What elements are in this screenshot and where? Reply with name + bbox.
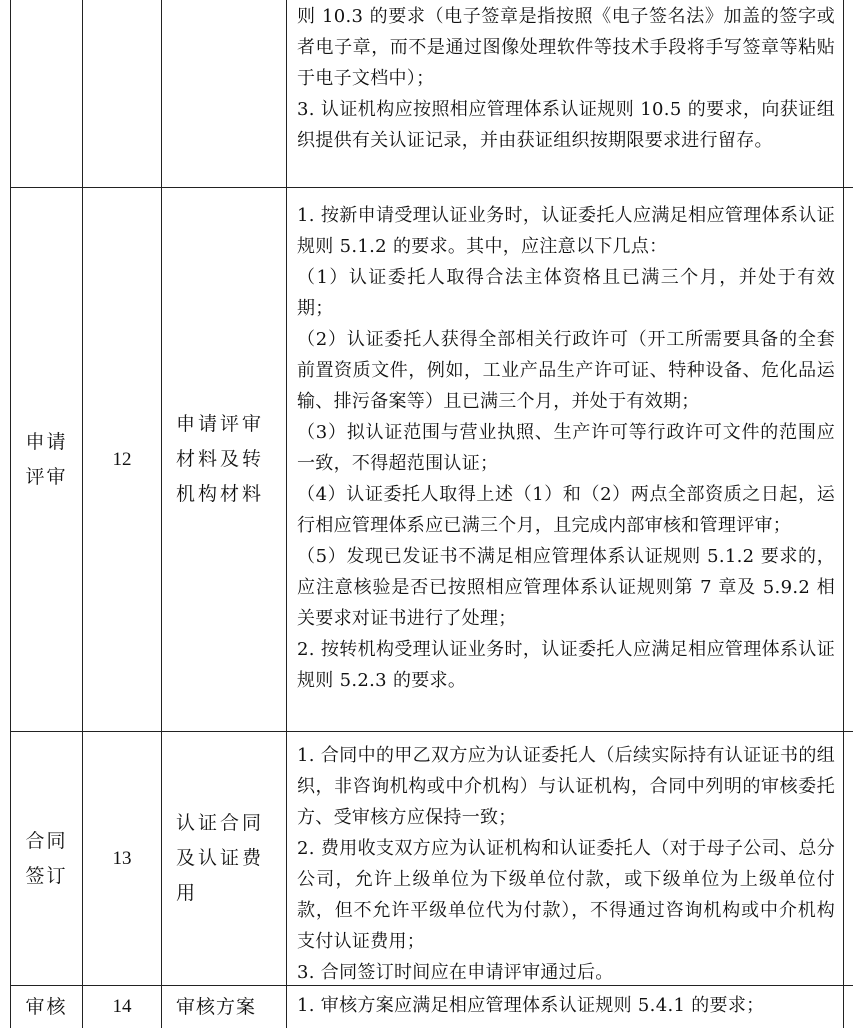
requirement-text: 2. 按转机构受理认证业务时，认证委托人应满足相应管理体系认证规则 5.2.3 的要求。: [297, 639, 835, 691]
item-number-text: 12: [112, 448, 132, 470]
material-cell: [162, 732, 286, 985]
requirement-text: 1. 审核方案应满足相应管理体系认证规则 5.4.1 的要求；: [297, 995, 765, 1016]
material-label: 审核方案: [176, 995, 257, 1018]
material-label: 认证合同及认证费用: [176, 812, 265, 904]
stage-label: 合同签订: [25, 829, 68, 887]
stage-label: 申请评审: [25, 430, 68, 488]
material-cell: [162, 188, 286, 731]
stage-cell: [11, 986, 82, 1028]
requirement-text: （2）认证委托人获得全部相关行政许可（开工所需要具备的全套前置资质文件，例如，工业产品生产许可证、特种设备、危化品运输、排污备案等）且已满三个月，并处于有效期；: [297, 329, 835, 412]
stage-label: 审核: [25, 995, 68, 1018]
item-number: [83, 188, 161, 731]
requirement-text: 1. 按新申请受理认证业务时，认证委托人应满足相应管理体系认证规则 5.1.2 的要求。其中，应注意以下几点：: [297, 205, 835, 257]
stage-cell: [11, 732, 82, 985]
requirement-text: 3. 认证机构应按照相应管理体系认证规则 10.5 的要求，向获证组织提供有关认证记录，并由获证组织按期限要求进行留存。: [297, 99, 835, 151]
item-number-text: 13: [112, 847, 132, 869]
requirement-text: （5）发现已发证书不满足相应管理体系认证规则 5.1.2 要求的，应注意核验是否已按照相应管理体系认证规则第 7 章及 5.9.2 相关要求对证书进行了处理；: [297, 546, 835, 629]
requirement-text: （4）认证委托人取得上述（1）和（2）两点全部资质之日起，运行相应管理体系应已满三个月，且完成内部审核和管理评审；: [297, 484, 835, 536]
material-label: 申请评审材料及转机构材料: [176, 413, 265, 505]
requirement-text: 1. 合同中的甲乙双方应为认证委托人（后续实际持有认证证书的组织，非咨询机构或中介机构）与认证机构，合同中列明的审核委托方、受审核方应保持一致；: [297, 745, 835, 828]
requirements-cell: [287, 188, 843, 731]
requirement-text: （3）拟认证范围与营业执照、生产许可等行政许可文件的范围应一致，不得超范围认证；: [297, 422, 835, 474]
requirement-text: （1）认证委托人取得合法主体资格且已满三个月，并处于有效期；: [297, 267, 835, 319]
item-number: [83, 986, 161, 1028]
requirements-cell: [287, 986, 843, 1028]
table-row: [287, 0, 843, 187]
item-number-text: 14: [112, 996, 132, 1017]
requirement-text: 2. 费用收支双方应为认证机构和认证委托人（对于母子公司、总分公司，允许上级单位为下级单位付款，或下级单位为上级单位付款，但不允许平级单位代为付款），不得通过咨询机构或中介机构支付认证费用；: [297, 838, 835, 952]
requirements-cell: [287, 732, 843, 985]
table-border-right: [843, 0, 844, 1028]
stage-cell: [11, 188, 82, 731]
item-number: [83, 732, 161, 985]
material-cell: [162, 986, 286, 1028]
requirement-text: 则 10.3 的要求（电子签章是指按照《电子签名法》加盖的签字或者电子章，而不是通过图像处理软件等技术手段将手写签章等粘贴于电子文档中）；: [297, 6, 835, 89]
requirement-text: 3. 合同签订时间应在申请评审通过后。: [297, 962, 614, 983]
